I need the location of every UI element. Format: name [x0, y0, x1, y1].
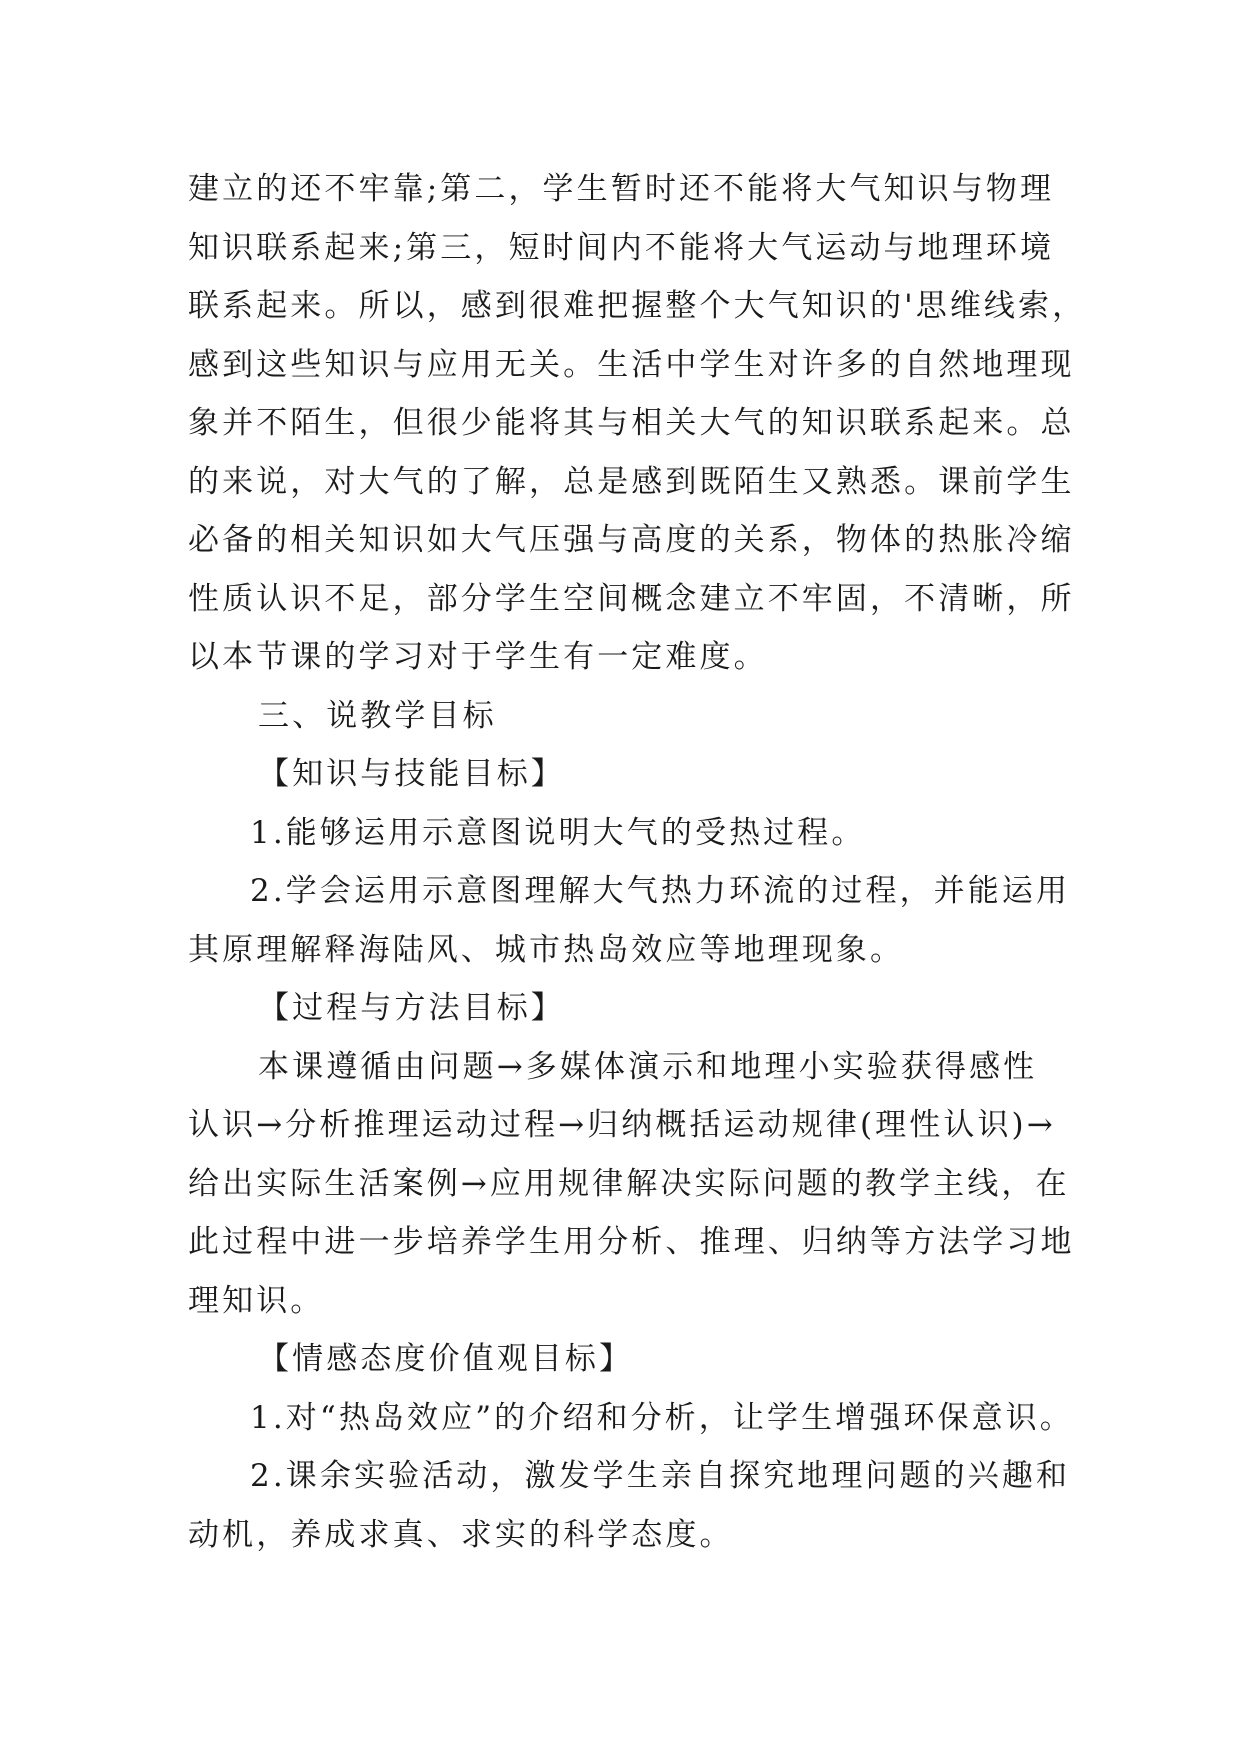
body-line: 认识→分析推理运动过程→归纳概括运动规律(理性认识)→	[188, 1107, 1056, 1143]
list-item: 1.能够运用示意图说明大气的受热过程。	[250, 814, 866, 851]
body-line: 感到这些知识与应用无关。生活中学生对许多的自然地理现	[188, 346, 1075, 383]
body-line: 本课遵循由问题→多媒体演示和地理小实验获得感性	[258, 1048, 1038, 1085]
body-line: 其原理解释海陆风、城市热岛效应等地理现象。	[188, 931, 905, 968]
body-line: 必备的相关知识如大气压强与高度的关系，物体的热胀冷缩	[188, 522, 1075, 558]
body-line: 的来说，对大气的了解，总是感到既陌生又熟悉。课前学生	[188, 463, 1075, 500]
body-line: 联系起来。所以，感到很难把握整个大气知识的'思维线索，	[188, 288, 1087, 324]
document-body	[188, 160, 1087, 1564]
body-line: 给出实际生活案例→应用规律解决实际问题的教学主线，在	[188, 1165, 1070, 1202]
body-line: 知识联系起来;第三，短时间内不能将大气运动与地理环境	[188, 229, 1055, 266]
subsection-heading: 【过程与方法目标】	[258, 990, 565, 1026]
body-line: 理知识。	[188, 1282, 325, 1319]
subsection-heading: 【知识与技能目标】	[258, 756, 565, 792]
body-line: 以本节课的学习对于学生有一定难度。	[188, 639, 768, 675]
body-line: 性质认识不足，部分学生空间概念建立不牢固，不清晰，所	[188, 580, 1075, 617]
list-item: 2.课余实验活动，激发学生亲自探究地理问题的兴趣和	[250, 1458, 1071, 1494]
body-line: 象并不陌生，但很少能将其与相关大气的知识联系起来。总	[188, 405, 1075, 441]
list-item: 2.学会运用示意图理解大气热力环流的过程，并能运用	[250, 873, 1071, 909]
list-item: 1.对“热岛效应”的介绍和分析，让学生增强环保意识。	[250, 1399, 1074, 1436]
body-line: 建立的还不牢靠;第二，学生暂时还不能将大气知识与物理	[188, 171, 1055, 207]
section-heading: 三、说教学目标	[258, 697, 497, 734]
body-line: 动机，养成求真、求实的科学态度。	[188, 1516, 734, 1553]
subsection-heading: 【情感态度价值观目标】	[258, 1341, 634, 1377]
body-line: 此过程中进一步培养学生用分析、推理、归纳等方法学习地	[188, 1224, 1075, 1260]
